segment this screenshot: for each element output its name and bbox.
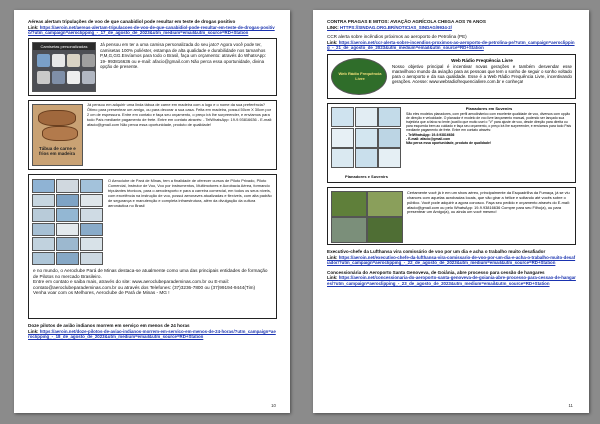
boards-image-tag: Tábua de carne e frios em madeira [39, 146, 76, 157]
page-right [313, 10, 589, 413]
article-link[interactable]: LINK: HTTPS://SINDAG.ORG.BR/NOTICIAS_SINDAG/9934-2/ [327, 24, 452, 30]
radio-logo [331, 58, 387, 95]
aeroclube-text-continued: e no mundo, o Aeroclube Pará de Minas destaca-se atualmente como uma das principais entidades de formação de Pilotos no mercado Brasileiro. Entre em contato e saiba mais, através do site: www.aeroclubeparademinas.com.br ou E-mail: contato@aeroclubeparademinas.com.br ou através dos Telefones: (37)3236-7800 ou (37)99194-9444(Tim) Venha voar com os Melhores, Aeroclube de Pará de Minas - MG ! [33, 268, 268, 296]
shirts-image-title: Camisetas personalizadas [33, 43, 95, 50]
glider-photos-text: Certamente você já ir em um show aéreo, principalmente da Esquadrilha da Fumaça, já se viu chances com aquelas acrobacias locais, que vão girar a hélice e soltando até vocês sobre o público. Você pode adquirir a agora conosco. Faça seu pedido e orçamento através do E-mail: afacio@gmail.com ou pelo WhatsApp: 19-9.93816636 Compre para seu Filho(a), ou para presentear um Amigo(a), ou ainda um você mesmo! [407, 190, 570, 215]
article-title: Executivo-chefe da Lufthansa vira comissário de voo por um dia e acha o trabalho muito desafiador [327, 249, 546, 255]
ad-gliders [327, 103, 576, 183]
article-title: Concessionária do Aeroporto Santa Genoveva, de Goiânia, abre processo para cessão de hangares [327, 269, 545, 275]
article-link[interactable]: Link: https://aeroin.net/concessionaria-do-aeroporto-santa-genoveva-de-goiania-abre-processo-para-cessao-de-hangares/?utm_campaign=aeroclipping_-_23_de_agosto_de_2023&utm_medium=email&utm_source=RD+Station [327, 275, 576, 286]
article-link[interactable]: Link: https://aeroin.net/executivo-chefe-da-lufthansa-vira-comissario-de-voo-por-um-dia-e-acha-o-trabalho-muito-desafiador/?utm_campaign=aeroclipping_-_22_de_agosto_de_2023&utm_medium=email&utm_source=RD+Station [327, 255, 576, 266]
gliders-gallery [331, 107, 402, 179]
ad-glider-photos [327, 187, 576, 245]
aeroclube-gallery [32, 179, 104, 267]
ad-shirts [28, 38, 277, 96]
page-number: 11 [568, 403, 573, 408]
article-title: Aéreas alertam tripulações de voo de que canabidiol pode resultar em teste de drogas positivo [28, 19, 236, 24]
gliders-caption: Planadores e Suvenirs [345, 174, 388, 180]
radio-text: Web Rádio Freqüência Livre Nosso objetivo principal é incentivar novas gerações e também desvendar esse maravilhoso mundo da aviação para as pessoas que tem o sonho de seguir o sonho voltado para o aeroporto e da sua qualidade. Esse é a Web Rádio Frequência Livre, incentivando gerações. Acesse: www.webradiofrequencialivre.com.br e conheça! [392, 58, 572, 84]
page-number: 10 [271, 403, 276, 408]
aeroclube-text: O Aeroclube de Pará de Minas, tem a finalidade de oferecer cursos de Piloto Privado, Piloto Comercial, Instrutor de Voo, Voo por instrumentos, Multimotores e Acrobacia Aérea, formando tripulantes técnicos, para o aerodesporto e para a carreira comercial, em todos os seus níveis, com excelência na instrução de voo, possui aeronaves atualizadas e flexíveis, com alta padrão de segurança e manutenção e completa infraestrutura, além da divulgação da cultura aeronáutica no Brasil [108, 178, 272, 208]
boards-text: Já pensou em adquirir uma linda tábua de carne em madeira com a logo e o nome da sua preferência? Ótimo para presentear um amigo, ou para decorar a sua casa. Feita em madeira, possui 50cm X 30cm por 2 cm de espessura. Entre em contato e faça seu orçamento, o preço irá lhe surpreender, e enviamos para todo País mediante pagamento de frete. Entre em contato através: - TelWhatsApp: 19-9.93816636 - E-mail: afacio@gmail.com Não perca essa oportunidade, produto de qualidade! [87, 102, 273, 127]
radio-logo-text: Web Rádio Frequência Livre [338, 71, 382, 81]
ad-web-radio [327, 54, 576, 99]
shirts-image [32, 42, 96, 92]
article-link[interactable]: Link: https://aeroin.net/ccr-alerta-sobre-incendios-proximos-ao-aeroporto-de-petrolina-pe/?utm_campaign=aeroclipping_-_21_de_agosto_de_2023&utm_medium=email&utm_source=RD+Station [327, 39, 575, 50]
article-title: Doze pilotos de avião indianos morrem em serviço em menos de 24 horas [28, 323, 190, 329]
article-title: CONTRA PRAGAS E MITOS: AVIAÇÃO AGRÍCOLA CHEGA AOS 76 ANOS [327, 19, 486, 24]
glider-photos [331, 191, 403, 243]
article-title: CCR alerta sobre incêndios próximos ao aeroporto de Petrolina (PE) [327, 34, 467, 39]
article-link[interactable]: Link: https://aeroin.net/aereas-alertam-tripulacoes-de-voo-de-que-canabidiol-pode-resultar-em-teste-de-drogas-positivo/?utm_campaign=aeroclipping_-_17_de_agosto_de_2023&utm_medium=email&utm_source=RD+Station [28, 24, 275, 35]
radio-title: Web Rádio Freqüência Livre [451, 58, 513, 64]
page-left [14, 10, 290, 413]
gliders-text: Planadores em Suvenirs São eles modelos planadores, com perfil aerodinâmico com excelente qualidade de voo, diversos com opção de direção e velocidade. O planador é modelo de voo livre lançamento manual, podendo ser lançado sua trajetória que a faixa no lente (auxílio que muito usei o "V" para ajuste de voo, desde direção para direita ou para esquerda bem ao cuidado e faça seu orçamento, o preço irá lhe surpreender, e enviamos para todo País mediante pagamento de frete. Entre em contato através: - TelWhatsApp: 19-9.93816636 - E-mail: afacio@gmail.com Não perca essa oportunidade, produto de qualidade! [406, 106, 572, 146]
article-link[interactable]: Link: https://aeroin.net/doze-pilotos-de-aviao-indianos-morrem-em-servico-em-menos-de-24-horas/?utm_campaign=aeroclipping_-_18_de_agosto_de_2023&utm_medium=email&utm_source=RD+Station [28, 329, 276, 340]
ad-boards [28, 100, 277, 170]
gliders-title: Planadores em Suvenirs [465, 106, 513, 112]
ad-aeroclube [28, 174, 277, 319]
shirts-text: Já pensou em ter a uma camisa personalizada do seu jato? Agora você pode ter, camisetas 100% poliéster, estampa de alta qualidade e durabilidade nos tamanhos P,M,G,GG.Envíamos para todo o Brasil, faça um orçamento: através do WhatsApp: 19- 993816636 ou e-mail: afacio@gmail.com Não perca essa oportunidade, divina opção de presente. [100, 42, 266, 70]
boards-image [32, 104, 83, 166]
